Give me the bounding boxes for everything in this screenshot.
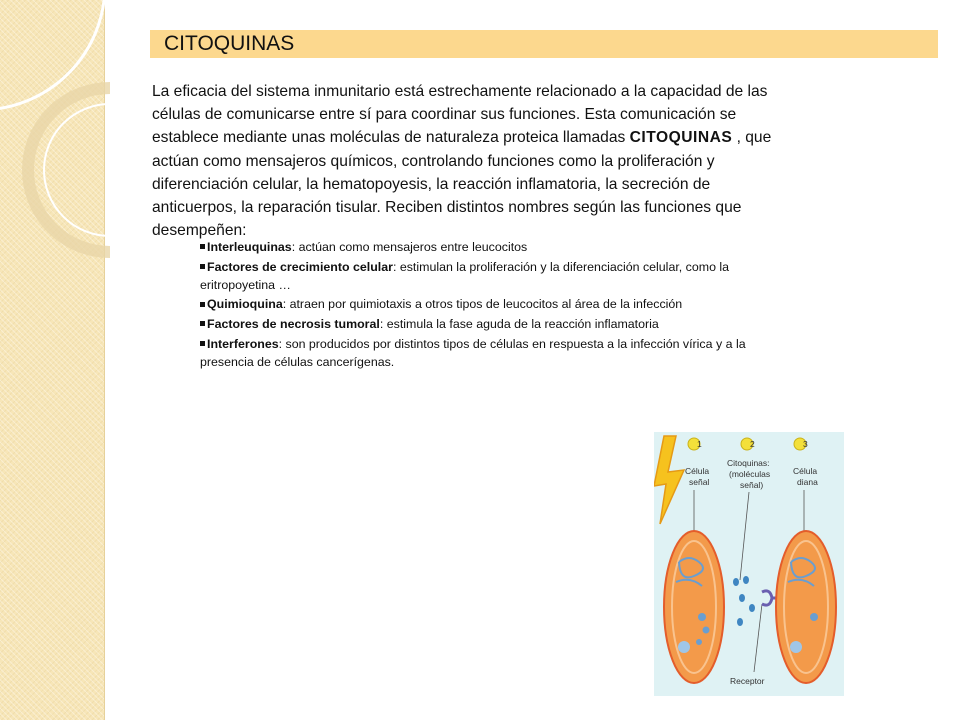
signal-cell-nucleus [678,641,690,653]
cytokine-types-list [200,238,800,373]
signal-cell-vesicle [696,639,702,645]
marker-2-label: 2 [750,439,755,449]
list-item-desc: : estimula la fase aguda de la reacción inflamatoria [379,317,659,332]
intro-highlight: CITOQUINAS [629,129,733,147]
square-bullet-icon [200,302,205,307]
title-bar [150,30,938,58]
target-cell-label-line1: Célula [793,466,818,476]
signal-cell-vesicle [703,627,710,634]
cytokine-label-line2: (moléculas [729,469,771,479]
receptor-label: Receptor [730,676,765,686]
cytokine-label-line3: señal) [740,480,764,490]
list-item-term: Quimioquina [207,297,283,312]
list-item [200,335,800,372]
list-item [200,295,800,313]
square-bullet-icon [200,264,205,269]
cytokine-diagram [654,432,844,696]
cytokine-molecule [739,594,745,602]
list-item-term: Factores de crecimiento celular [207,259,393,274]
decorative-circles [0,0,110,260]
list-item [200,315,800,333]
list-item [200,238,800,256]
marker-1-label: 1 [697,439,702,449]
signal-cell-label-line2: señal [689,477,710,487]
cytokine-molecule [733,578,739,586]
marker-3-label: 3 [803,439,808,449]
list-item-desc: : son producidos por distintos tipos de células en respuesta a la infección vírica y a la presencia de células cancerígenas. [200,336,746,369]
intro-text-part2: , que actúan como mensajeros químicos, controlando funciones como la proliferación y diferenciación celular, la hematopoyesis, la reacción inflamatoria, la secreción de anticuerpos, la reparación tisular. Reciben distintos nombres según las funciones que desempeñen: [152,129,772,240]
list-item [200,258,800,295]
target-cell-nucleus [790,641,802,653]
signal-cell-label-line1: Célula [685,466,710,476]
page-title: CITOQUINAS [164,32,295,55]
intro-paragraph [152,80,782,242]
target-cell-vesicle [810,613,818,621]
list-item-desc: : actúan como mensajeros entre leucocitos [291,240,528,254]
intro-text-part1: La eficacia del sistema inmunitario está estrechamente relacionado a la capacidad de las células de comunicarse entre sí para coordinar sus funciones. Esta comunicación se establece mediante unas moléculas de naturaleza proteica llamadas [152,83,768,147]
cytokine-label-line1: Citoquinas: [727,458,770,468]
list-item-term: Factores de necrosis tumoral [207,317,380,332]
list-item-term: Interleuquinas [207,240,292,254]
list-item-desc: : atraen por quimiotaxis a otros tipos de leucocitos al área de la infección [282,297,683,312]
square-bullet-icon [200,244,205,249]
cytokine-molecule [743,576,749,584]
target-cell-label-line2: diana [797,477,818,487]
cytokine-molecule [737,618,743,626]
square-bullet-icon [200,321,205,326]
signal-cell-vesicle [698,613,706,621]
list-item-term: Interferones [207,336,279,351]
square-bullet-icon [200,341,205,346]
cytokine-molecule [749,604,755,612]
list-item-desc: : estimulan la proliferación y la diferenciación celular, como la eritropoyetina … [200,259,730,292]
